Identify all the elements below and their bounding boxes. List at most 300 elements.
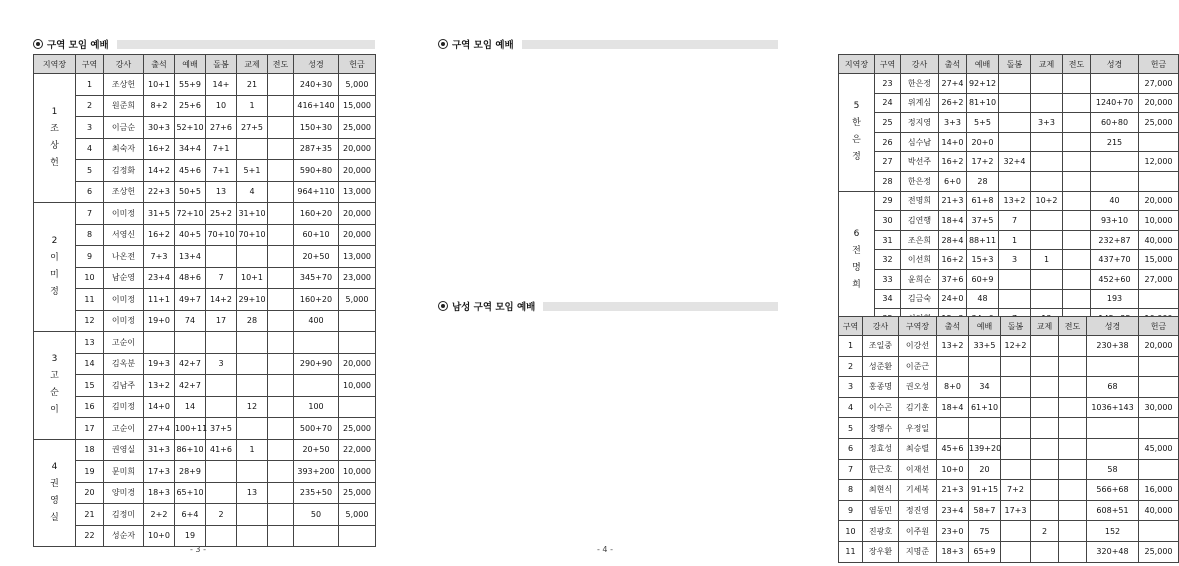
table-cell: 58+7 [969, 500, 1001, 521]
table-cell [1063, 74, 1091, 94]
table-cell: 진광호 [863, 521, 899, 542]
table-cell: 393+200 [294, 461, 339, 483]
table-row [34, 203, 376, 225]
table-cell: 100 [294, 396, 339, 418]
table-cell: 10 [206, 95, 237, 117]
table-cell: 24+0 [939, 289, 967, 309]
column-header: 출석 [937, 317, 969, 336]
table-cell: 전명희 [901, 191, 939, 211]
table-cell: 5,000 [339, 74, 376, 96]
column-header: 교제 [1031, 317, 1059, 336]
table-cell: 12,000 [1139, 152, 1179, 172]
table-cell [1139, 459, 1179, 480]
table-cell: 19 [175, 525, 206, 547]
table-cell [1031, 152, 1063, 172]
table-cell: 19 [76, 461, 104, 483]
table-cell [339, 525, 376, 547]
table-cell [268, 181, 294, 203]
table-cell: 15,000 [1139, 250, 1179, 270]
table-cell [268, 117, 294, 139]
table-cell [969, 418, 1001, 439]
table-cell [268, 396, 294, 418]
table-cell: 52+10 [175, 117, 206, 139]
table-cell: 75 [969, 521, 1001, 542]
district-leader-cell: 2 이 미 정 [34, 203, 76, 332]
table-cell: 23+4 [144, 267, 175, 289]
table-cell [144, 332, 175, 354]
table-cell: 964+110 [294, 181, 339, 203]
table-cell [206, 375, 237, 397]
table-cell [1087, 356, 1139, 377]
table-cell: 조상헌 [104, 181, 144, 203]
column-header: 성경 [294, 55, 339, 74]
table-cell [268, 224, 294, 246]
table-cell: 15,000 [339, 95, 376, 117]
table-cell [1059, 480, 1087, 501]
table-cell: 30,000 [1139, 397, 1179, 418]
table-cell: 27+6 [206, 117, 237, 139]
table-cell [268, 74, 294, 96]
table-cell: 한은정 [901, 74, 939, 94]
table-cell [1031, 480, 1059, 501]
column-header: 성경 [1087, 317, 1139, 336]
table-cell: 이준근 [899, 356, 937, 377]
table-cell: 10,000 [1139, 211, 1179, 231]
table-cell: 28+4 [939, 230, 967, 250]
table-cell [999, 269, 1031, 289]
table-cell [268, 439, 294, 461]
table-cell: 58 [1087, 459, 1139, 480]
table-cell: 7 [999, 211, 1031, 231]
column-header: 헌금 [1139, 55, 1179, 74]
table-cell [1031, 438, 1059, 459]
table-cell: 정효성 [863, 438, 899, 459]
table-cell [1001, 521, 1031, 542]
table-row [839, 191, 1179, 211]
table-cell: 30 [875, 211, 901, 231]
table-cell: 290+90 [294, 353, 339, 375]
table-cell [1031, 459, 1059, 480]
table-cell: 10+0 [937, 459, 969, 480]
table-cell: 160+20 [294, 289, 339, 311]
table-cell: 정지영 [901, 113, 939, 133]
table-cell: 42+7 [175, 353, 206, 375]
table-cell: 우정일 [899, 418, 937, 439]
district-leader-cell: 4 권 영 실 [34, 439, 76, 547]
table-cell: 20 [76, 482, 104, 504]
table-cell: 55+9 [175, 74, 206, 96]
table-cell [1001, 356, 1031, 377]
table-cell: 이수곤 [863, 397, 899, 418]
header-row [839, 317, 1179, 336]
table-cell: 1 [1031, 250, 1063, 270]
table-cell [1059, 377, 1087, 398]
left-page [0, 0, 400, 566]
table-cell [206, 396, 237, 418]
table-cell [937, 418, 969, 439]
table-cell: 60+9 [967, 269, 999, 289]
table-cell: 81+10 [967, 93, 999, 113]
table-cell: 16+2 [144, 224, 175, 246]
table-cell [1031, 230, 1063, 250]
table-cell [206, 332, 237, 354]
district-leader-cell: 1 조 상 헌 [34, 74, 76, 203]
table-cell [1031, 336, 1059, 357]
table-cell: 20 [969, 459, 1001, 480]
table-cell: 고순이 [104, 418, 144, 440]
title-bar [522, 40, 778, 49]
table-cell [268, 504, 294, 526]
table-cell: 452+60 [1091, 269, 1139, 289]
table-cell [268, 353, 294, 375]
table-cell: 400 [294, 310, 339, 332]
table-cell: 지명준 [899, 541, 937, 562]
table-cell: 17+2 [967, 152, 999, 172]
table-cell [268, 482, 294, 504]
table-cell: 34 [969, 377, 1001, 398]
table-cell [268, 138, 294, 160]
table-cell [1031, 541, 1059, 562]
table-cell: 1 [999, 230, 1031, 250]
table-cell: 11 [76, 289, 104, 311]
column-header: 헌금 [1139, 317, 1179, 336]
table-cell: 3 [206, 353, 237, 375]
table-cell: 45+6 [937, 438, 969, 459]
table-cell: 34 [875, 289, 901, 309]
table-cell [1059, 521, 1087, 542]
table-cell [268, 246, 294, 268]
table-cell [1059, 459, 1087, 480]
table-cell: 조일중 [863, 336, 899, 357]
table-cell: 16+2 [144, 138, 175, 160]
table-cell: 41+6 [206, 439, 237, 461]
table-cell: 4 [76, 138, 104, 160]
table-cell: 50+5 [175, 181, 206, 203]
table-cell: 6 [76, 181, 104, 203]
column-header: 헌금 [339, 55, 376, 74]
table-row [34, 461, 376, 483]
column-header: 돌봄 [206, 55, 237, 74]
table-cell [1091, 74, 1139, 94]
table-cell [1031, 211, 1063, 231]
table-row [839, 152, 1179, 172]
table-cell: 31+10 [237, 203, 268, 225]
table-cell [1063, 211, 1091, 231]
table-row [839, 269, 1179, 289]
table-cell: 23 [875, 74, 901, 94]
table-cell: 염동민 [863, 500, 899, 521]
table-cell [1139, 132, 1179, 152]
column-header: 성경 [1091, 55, 1139, 74]
header-row [839, 55, 1179, 74]
column-header: 강사 [104, 55, 144, 74]
column-header: 교제 [1031, 55, 1063, 74]
table-cell: 이선희 [901, 250, 939, 270]
table-row [839, 113, 1179, 133]
table-cell [1001, 438, 1031, 459]
table-cell [237, 138, 268, 160]
table-cell: 이주원 [899, 521, 937, 542]
table-cell [175, 332, 206, 354]
table-cell: 기세복 [899, 480, 937, 501]
table-cell: 4 [839, 397, 863, 418]
table-cell: 608+51 [1087, 500, 1139, 521]
page-number: - 4 - [597, 545, 613, 554]
table-cell: 19+3 [144, 353, 175, 375]
table-cell: 윤희순 [901, 269, 939, 289]
table-cell: 29 [875, 191, 901, 211]
table-cell: 12+2 [1001, 336, 1031, 357]
table-cell: 37+5 [967, 211, 999, 231]
table-cell: 60+80 [1091, 113, 1139, 133]
column-header: 지역장 [839, 55, 875, 74]
table-cell: 45,000 [1139, 438, 1179, 459]
table-cell: 3 [76, 117, 104, 139]
table-cell [1001, 541, 1031, 562]
table-row [34, 246, 376, 268]
table-cell: 8 [839, 480, 863, 501]
table-cell: 양미경 [104, 482, 144, 504]
table-row [34, 138, 376, 160]
table-cell: 31 [875, 230, 901, 250]
table-cell: 320+48 [1087, 541, 1139, 562]
table-cell: 27 [875, 152, 901, 172]
table-cell: 13 [237, 482, 268, 504]
table-row [839, 211, 1179, 231]
table-cell [1059, 418, 1087, 439]
table-row [839, 500, 1179, 521]
table-cell: 20,000 [339, 353, 376, 375]
column-header: 강사 [901, 55, 939, 74]
table-cell: 29+10 [237, 289, 268, 311]
right-page [400, 0, 1173, 566]
table-cell: 27+4 [144, 418, 175, 440]
table-cell: 김남주 [104, 375, 144, 397]
table-cell: 박선주 [901, 152, 939, 172]
table-cell: 68 [1087, 377, 1139, 398]
table-cell [268, 289, 294, 311]
table-cell: 25,000 [339, 482, 376, 504]
table-row [34, 504, 376, 526]
table-cell: 17+3 [144, 461, 175, 483]
table-cell: 25+2 [206, 203, 237, 225]
table-cell: 37+6 [939, 269, 967, 289]
table-cell [268, 461, 294, 483]
table-cell: 500+70 [294, 418, 339, 440]
table-cell: 24 [875, 93, 901, 113]
table-cell: 1036+143 [1087, 397, 1139, 418]
table-cell: 40,000 [1139, 230, 1179, 250]
table-cell [1001, 377, 1031, 398]
table-row [839, 438, 1179, 459]
table-row [34, 482, 376, 504]
table-cell: 원준희 [104, 95, 144, 117]
table-cell: 10 [76, 267, 104, 289]
table-cell: 장행수 [863, 418, 899, 439]
table-cell: 홍종명 [863, 377, 899, 398]
table-cell [206, 461, 237, 483]
table-cell: 215 [1091, 132, 1139, 152]
table-row [34, 332, 376, 354]
table-cell [268, 332, 294, 354]
table-cell: 28 [237, 310, 268, 332]
column-header: 예배 [969, 317, 1001, 336]
table-row [34, 375, 376, 397]
table-cell [237, 246, 268, 268]
table-cell: 성준환 [863, 356, 899, 377]
table-cell: 5,000 [339, 289, 376, 311]
table-row [34, 95, 376, 117]
table-cell: 이미정 [104, 203, 144, 225]
table-cell: 13+4 [175, 246, 206, 268]
table-cell: 20,000 [339, 138, 376, 160]
table-row [839, 250, 1179, 270]
table-cell [1059, 356, 1087, 377]
table-cell: 심수남 [901, 132, 939, 152]
table-cell [1063, 93, 1091, 113]
table-cell: 30+3 [144, 117, 175, 139]
table-cell: 48 [967, 289, 999, 309]
table-cell [1031, 74, 1063, 94]
table-row [34, 353, 376, 375]
table-cell [1031, 269, 1063, 289]
table-cell: 7+3 [144, 246, 175, 268]
table-row [34, 310, 376, 332]
table-cell: 13,000 [339, 181, 376, 203]
table-cell: 18+3 [937, 541, 969, 562]
table-cell: 93+10 [1091, 211, 1139, 231]
table-cell: 이강선 [899, 336, 937, 357]
table-cell: 9 [839, 500, 863, 521]
table-row [839, 74, 1179, 94]
table-cell: 14 [175, 396, 206, 418]
table-cell: 1 [237, 95, 268, 117]
table-cell: 8+0 [937, 377, 969, 398]
page-number: - 3 - [190, 545, 206, 554]
table-cell [237, 353, 268, 375]
table-cell [268, 418, 294, 440]
table-cell: 566+68 [1087, 480, 1139, 501]
district-table-left [33, 54, 376, 547]
table-cell: 23,000 [339, 267, 376, 289]
men-district-table [838, 316, 1179, 563]
table-cell [1139, 356, 1179, 377]
table-cell: 7 [839, 459, 863, 480]
table-cell: 5 [76, 160, 104, 182]
table-cell: 26 [875, 132, 901, 152]
table-cell: 27,000 [1139, 269, 1179, 289]
table-cell: 서영신 [104, 224, 144, 246]
table-cell [237, 525, 268, 547]
table-cell [1063, 171, 1091, 191]
table-cell [1087, 438, 1139, 459]
table-row [839, 171, 1179, 191]
table-cell: 21+3 [939, 191, 967, 211]
table-cell: 65+10 [175, 482, 206, 504]
table-cell [206, 246, 237, 268]
table-cell: 12 [237, 396, 268, 418]
table-cell: 25,000 [1139, 113, 1179, 133]
table-cell: 25+6 [175, 95, 206, 117]
table-cell: 287+35 [294, 138, 339, 160]
column-header: 구역 [76, 55, 104, 74]
table-cell: 27+4 [939, 74, 967, 94]
table-cell: 1240+70 [1091, 93, 1139, 113]
table-cell: 5+1 [237, 160, 268, 182]
table-cell: 남순영 [104, 267, 144, 289]
table-cell: 10+1 [144, 74, 175, 96]
table-cell [237, 375, 268, 397]
table-cell: 조상헌 [104, 74, 144, 96]
table-cell: 12 [76, 310, 104, 332]
table-cell [1063, 113, 1091, 133]
table-cell: 5 [839, 418, 863, 439]
table-cell: 김옥분 [104, 353, 144, 375]
table-cell [268, 203, 294, 225]
table-cell [999, 171, 1031, 191]
table-cell: 25,000 [1139, 541, 1179, 562]
table-row [839, 480, 1179, 501]
table-cell: 이금순 [104, 117, 144, 139]
table-cell: 37+5 [206, 418, 237, 440]
table-cell: 100+11 [175, 418, 206, 440]
table-cell: 13 [76, 332, 104, 354]
table-cell: 70+10 [206, 224, 237, 246]
table-cell: 65+9 [969, 541, 1001, 562]
table-cell: 20,000 [1139, 93, 1179, 113]
table-cell: 25,000 [339, 117, 376, 139]
column-header: 예배 [967, 55, 999, 74]
table-cell [237, 461, 268, 483]
table-cell [969, 356, 1001, 377]
table-cell: 16,000 [1139, 480, 1179, 501]
table-row [839, 521, 1179, 542]
table-cell [937, 356, 969, 377]
table-cell: 20+50 [294, 246, 339, 268]
table-row [34, 181, 376, 203]
table-cell [1063, 230, 1091, 250]
table-cell: 17 [206, 310, 237, 332]
table-cell [268, 525, 294, 547]
table-cell [1059, 397, 1087, 418]
table-cell: 88+11 [967, 230, 999, 250]
table-row [34, 525, 376, 547]
table-cell [1139, 377, 1179, 398]
table-cell: 1 [237, 439, 268, 461]
table-cell [1031, 500, 1059, 521]
table-cell [1001, 397, 1031, 418]
table-cell [268, 95, 294, 117]
table-cell: 61+10 [969, 397, 1001, 418]
table-cell [1063, 191, 1091, 211]
table-cell: 45+6 [175, 160, 206, 182]
table-cell [1031, 93, 1063, 113]
table-cell [1031, 356, 1059, 377]
table-cell [1059, 336, 1087, 357]
table-cell: 92+12 [967, 74, 999, 94]
table-cell: 33 [875, 269, 901, 289]
table-cell: 5+5 [967, 113, 999, 133]
table-cell [339, 332, 376, 354]
table-cell: 위계심 [901, 93, 939, 113]
table-cell: 23+0 [937, 521, 969, 542]
table-cell: 2 [1031, 521, 1059, 542]
table-cell: 최현식 [863, 480, 899, 501]
table-cell: 10+1 [237, 267, 268, 289]
district-leader-cell: 6 전 명 희 [839, 191, 875, 328]
table-cell: 김연행 [901, 211, 939, 231]
right-section-title [438, 37, 778, 51]
